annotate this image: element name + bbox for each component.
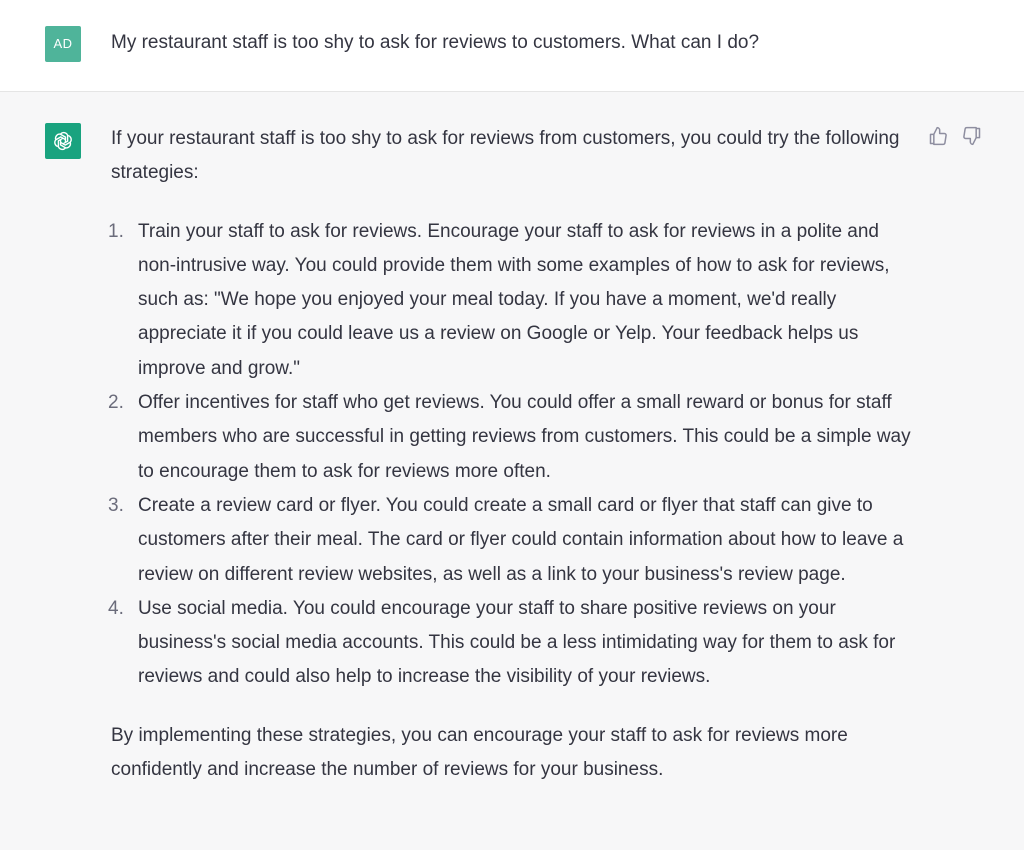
list-item — [108, 386, 911, 489]
list-item-number: 1. — [108, 220, 124, 242]
assistant-intro: If your restaurant staff is too shy to ask for reviews from customers, you could try the following strategies: — [111, 128, 900, 184]
list-item-text: Train your staff to ask for reviews. Encourage your staff to ask for reviews in a polite and non-intrusive way. You could provide them with some examples of how to ask for reviews, such as: "We hope you enjoyed your meal today. If you have a moment, we'd really appreciate it if you could leave us a review on Google or Yelp. Your feedback helps us improve and grow." — [138, 220, 890, 379]
list-item-number: 2. — [108, 392, 124, 414]
user-avatar: AD — [45, 26, 81, 62]
list-item-number: 3. — [108, 494, 124, 516]
user-message-text: My restaurant staff is too shy to ask for reviews to customers. What can I do? — [111, 32, 760, 53]
list-item-text: Offer incentives for staff who get reviews. You could offer a small reward or bonus for staff members who are successful in getting reviews from customers. This could be a simple way to encourage them to ask for reviews more often. — [138, 392, 911, 482]
strategy-list — [108, 215, 911, 695]
assistant-message-row — [0, 92, 1024, 850]
list-item-number: 4. — [108, 597, 124, 619]
list-item — [108, 489, 911, 592]
list-item — [108, 592, 911, 695]
assistant-message-body — [108, 122, 911, 787]
thumbs-up-icon — [928, 126, 948, 146]
user-message-row — [0, 0, 1024, 92]
list-item — [108, 215, 911, 386]
thumbs-down-button[interactable] — [962, 126, 982, 146]
assistant-avatar — [45, 123, 81, 159]
feedback-actions — [928, 126, 982, 146]
thumbs-down-icon — [962, 126, 982, 146]
list-item-text: Create a review card or flyer. You could create a small card or flyer that staff can give to customers after their meal. The card or flyer could contain information about how to leave a review on different review websites, as well as a link to your business's review page. — [138, 494, 904, 585]
assistant-outro: By implementing these strategies, you can encourage your staff to ask for reviews more confidently and increase the number of reviews for your business. — [111, 724, 848, 781]
list-item-text: Use social media. You could encourage your staff to share positive reviews on your business's social media accounts. This could be a less intimidating way for them to ask for reviews and could also help to increase the visibility of your reviews. — [138, 597, 896, 688]
openai-logo-icon — [51, 129, 75, 153]
thumbs-up-button[interactable] — [928, 126, 948, 146]
